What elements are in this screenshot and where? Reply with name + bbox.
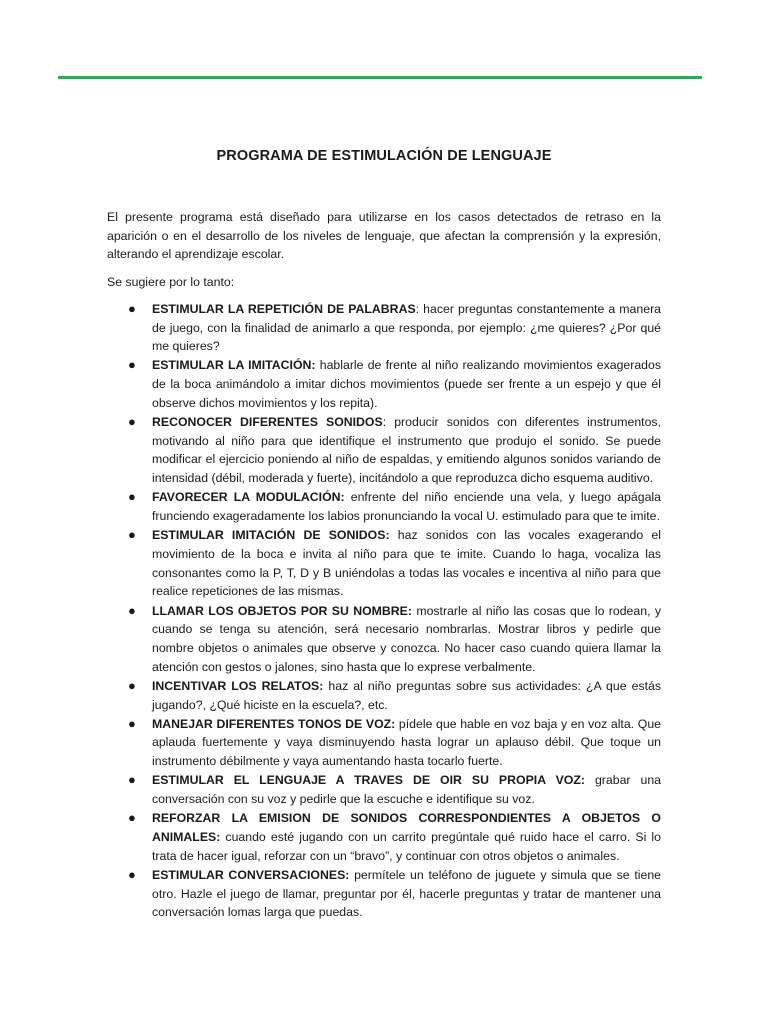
document-title: PROGRAMA DE ESTIMULACIÓN DE LENGUAJE [216, 148, 552, 164]
item-label: ESTIMULAR EL LENGUAJE A TRAVES DE OIR SU PROPIA VOZ: [152, 773, 585, 788]
list-item [107, 771, 661, 808]
list-item [107, 526, 661, 601]
list-item [107, 866, 661, 922]
header-rule [58, 76, 702, 79]
intro-paragraph: El presente programa está diseñado para utilizarse en los casos detectados de retraso en la aparición o en el desarrollo de los niveles de lenguaje, que afectan la comprensión y la expresión, alterando el aprendizaje escolar. [107, 210, 661, 262]
bullet-icon: ● [128, 810, 136, 826]
bullet-icon: ● [128, 602, 136, 618]
list-item [107, 602, 661, 677]
lead-paragraph: Se sugiere por lo tanto: [107, 275, 235, 290]
item-text: hacer preguntas constantemente a manera de juego, con la finalidad de animarlo a que responda, por ejemplo: ¿me quieres? ¿Por qué me quieres? [152, 301, 661, 354]
item-separator [585, 773, 595, 787]
item-text: permítele un teléfono de juguete y simula que se tiene otro. Hazle el juego de llamar, preguntar por él, hacerle preguntas y tratar de mantener una conversación lomas larga que puedas. [152, 867, 662, 920]
item-label: FAVORECER LA MODULACIÓN: [152, 490, 345, 505]
item-text: haz sonidos con las vocales exagerando el movimiento de la boca e invita al niño para que te imite. Cuando lo haga, vocaliza las consonantes como la P, T, D y B uniéndolas a todas las vocales e incentiva al niño para que realice repeticiones de las mismas. [152, 528, 661, 599]
recommendations-list [107, 300, 661, 922]
item-text: hablarle de frente al niño realizando movimientos exagerados de la boca animándolo a imitar dichos movimientos (puede ser frente a un espejo y que él observe dichos movimientos y los repita). [152, 358, 662, 410]
item-label: REFORZAR LA EMISION DE SONIDOS CORRESPONDIENTES A OBJETOS O ANIMALES: [152, 811, 661, 844]
list-item [107, 413, 661, 488]
item-text: mostrarle al niño las cosas que lo rodean, y cuando se tenga su atención, será necesario nombrarlas. Mostrar libros y pedirle que nombre objetos o animales que observe y conozca. No hacer caso cuando quiera llamar la atención con gestos o jalones, sino hasta que lo exprese verbalmente. [152, 603, 661, 674]
item-label: MANEJAR DIFERENTES TONOS DE VOZ: [152, 716, 396, 731]
bullet-icon: ● [128, 489, 136, 505]
bullet-icon: ● [128, 677, 136, 693]
item-label: INCENTIVAR LOS RELATOS: [152, 678, 324, 693]
item-text: pídele que hable en voz baja y en voz alta. Que aplauda fuertemente y vaya disminuyendo hasta lograr un aplauso débil. Que toque un instrumento débilmente y vaya aumentando hasta tocarlo fuerte. [152, 716, 661, 769]
item-separator: : [415, 301, 424, 316]
list-item [107, 809, 661, 865]
item-label: ESTIMULAR CONVERSACIONES: [152, 867, 350, 882]
list-item [107, 488, 661, 525]
bullet-icon: ● [128, 772, 136, 788]
bullet-icon: ● [128, 300, 136, 316]
item-text: enfrente del niño enciende una vela, y luego apágala frunciendo exageradamente los labios pronunciando la vocal U. estimulado para que te imite. [152, 490, 661, 524]
item-label: ESTIMULAR LA IMITACIÓN: [152, 358, 316, 373]
bullet-icon: ● [128, 866, 136, 882]
item-separator: : [382, 415, 395, 430]
item-text: cuando esté jugando con un carrito pregúntale qué ruido hace el carro. Si lo trata de hacer igual, reforzar con un “bravo”, y continuar con otros objetos o animales. [152, 830, 661, 863]
list-item [107, 715, 661, 771]
item-label: RECONOCER DIFERENTES SONIDOS [152, 415, 383, 430]
bullet-icon: ● [128, 414, 136, 430]
item-text: producir sonidos con diferentes instrumentos, motivando al niño para que identifique el instrumento que produjo el sonido. Se puede modificar el ejercicio poniendo al niño de espaldas, y emitiendo algunos sonidos variando de intensidad (débil, moderada y fuerte), incitándolo a que reproduzca dicho esquema auditivo. [152, 415, 661, 486]
list-item [107, 677, 661, 714]
bullet-icon: ● [128, 527, 136, 543]
document-body [107, 208, 661, 923]
list-item [107, 356, 661, 412]
item-separator [390, 528, 398, 542]
bullet-icon: ● [128, 715, 136, 731]
list-item [107, 300, 661, 356]
item-label: ESTIMULAR LA REPETICIÓN DE PALABRAS [152, 301, 416, 316]
item-text: grabar una conversación con su voz y pedirle que la escuche e identifique su voz. [152, 773, 662, 807]
item-label: ESTIMULAR IMITACIÓN DE SONIDOS: [152, 528, 390, 543]
bullet-icon: ● [128, 357, 136, 373]
item-label: LLAMAR LOS OBJETOS POR SU NOMBRE: [152, 603, 412, 618]
item-text: haz al niño preguntas sobre sus actividades: ¿A que estás jugando?, ¿Qué hiciste en la escuela?, etc. [152, 678, 662, 712]
